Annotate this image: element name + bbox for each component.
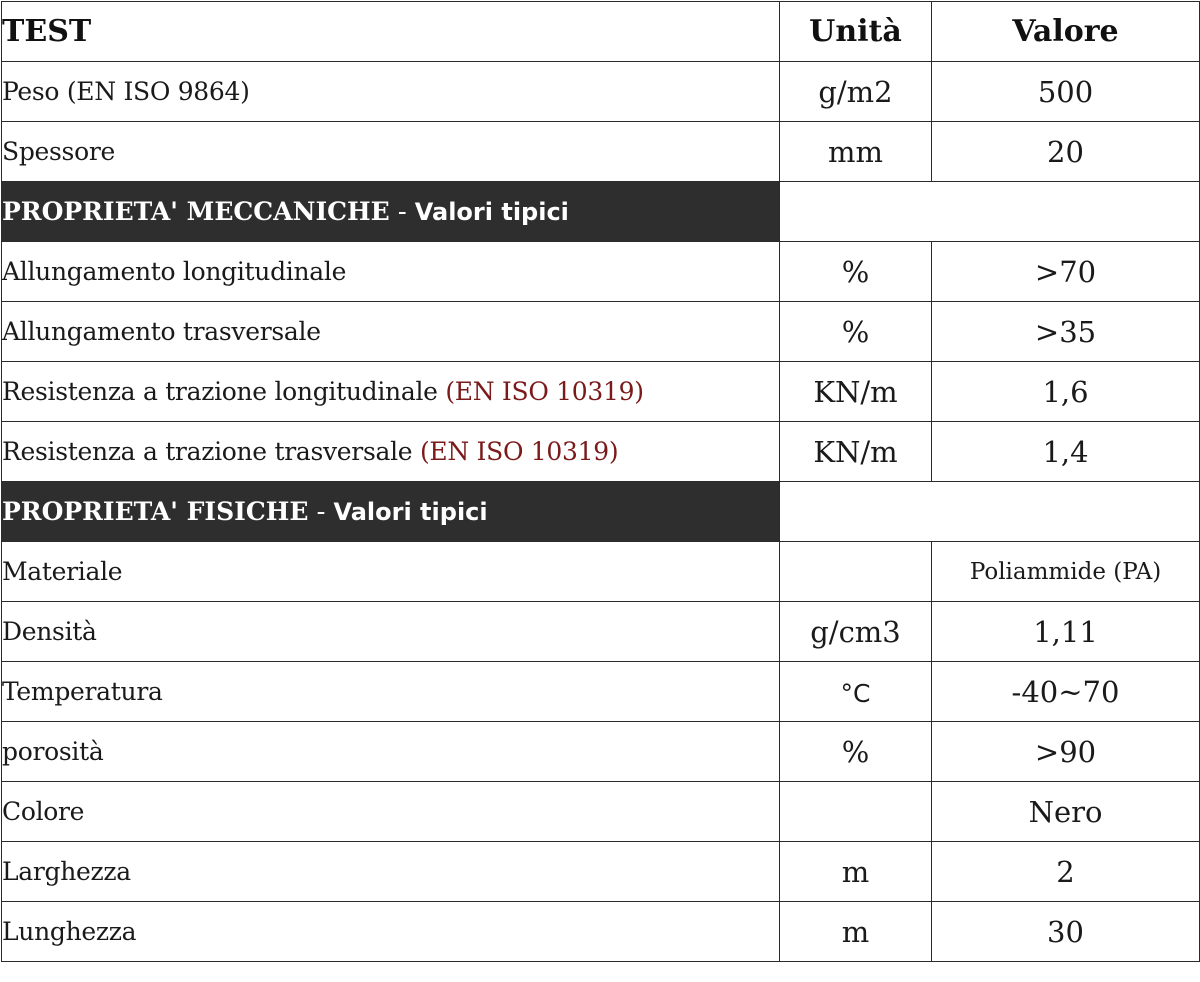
section-title: PROPRIETA' FISICHE xyxy=(2,497,309,526)
header-value: Valore xyxy=(932,2,1200,62)
row-value: >35 xyxy=(932,302,1200,362)
section-subtitle: Valori tipici xyxy=(333,498,488,526)
row-label: Resistenza a trazione longitudinale xyxy=(2,377,438,406)
section-separator: - xyxy=(397,197,407,226)
section-row-mechanical xyxy=(2,182,1200,242)
table-row xyxy=(2,62,1200,122)
table-row xyxy=(2,242,1200,302)
row-value: 500 xyxy=(932,62,1200,122)
table-row xyxy=(2,602,1200,662)
row-label: porosità xyxy=(2,722,780,782)
row-unit: m xyxy=(780,842,932,902)
row-unit: KN/m xyxy=(780,362,932,422)
row-value: >70 xyxy=(932,242,1200,302)
row-label: Densità xyxy=(2,602,780,662)
row-label: Temperatura xyxy=(2,662,780,722)
section-header-physical xyxy=(2,482,780,542)
row-value: 20 xyxy=(932,122,1200,182)
header-test: TEST xyxy=(2,2,780,62)
row-label-cell xyxy=(2,242,780,302)
row-label: Resistenza a trazione trasversale xyxy=(2,437,413,466)
table-row xyxy=(2,662,1200,722)
standard-reference: (EN ISO 10319) xyxy=(419,437,619,466)
row-value: >90 xyxy=(932,722,1200,782)
row-value: 1,11 xyxy=(932,602,1200,662)
table-row xyxy=(2,782,1200,842)
spec-table xyxy=(1,1,1200,962)
row-label-cell xyxy=(2,362,780,422)
row-label-cell xyxy=(2,422,780,482)
row-unit: g/m2 xyxy=(780,62,932,122)
row-value: 1,4 xyxy=(932,422,1200,482)
section-row-physical xyxy=(2,482,1200,542)
header-row xyxy=(2,2,1200,62)
table-row xyxy=(2,122,1200,182)
row-value: 30 xyxy=(932,902,1200,962)
table-row xyxy=(2,722,1200,782)
row-unit: % xyxy=(780,302,932,362)
row-unit: °C xyxy=(840,678,871,708)
row-unit xyxy=(780,542,932,602)
row-value: -40~70 xyxy=(932,662,1200,722)
row-label: Larghezza xyxy=(2,842,780,902)
table-row xyxy=(2,302,1200,362)
section-separator: - xyxy=(316,497,326,526)
table-row xyxy=(2,542,1200,602)
section-subtitle: Valori tipici xyxy=(414,198,569,226)
row-label: Spessore xyxy=(2,122,780,182)
row-unit xyxy=(780,782,932,842)
standard-reference: (EN ISO 10319) xyxy=(445,377,644,406)
table-row xyxy=(2,842,1200,902)
row-unit: % xyxy=(780,242,932,302)
row-label: Lunghezza xyxy=(2,902,780,962)
row-label: Allungamento trasversale xyxy=(2,317,321,346)
row-unit-cell xyxy=(780,662,932,722)
row-value: Nero xyxy=(932,782,1200,842)
section-blank-cell xyxy=(780,182,1200,242)
section-blank-cell xyxy=(780,482,1200,542)
row-label: Allungamento longitudinale xyxy=(2,257,347,286)
row-unit: m xyxy=(780,902,932,962)
row-unit: mm xyxy=(780,122,932,182)
section-title: PROPRIETA' MECCANICHE xyxy=(2,197,390,226)
row-label: Materiale xyxy=(2,542,780,602)
row-label-cell xyxy=(2,302,780,362)
section-header-mechanical xyxy=(2,182,780,242)
row-unit: KN/m xyxy=(780,422,932,482)
header-unit: Unità xyxy=(780,2,932,62)
row-value: Poliammide (PA) xyxy=(932,542,1200,602)
row-value: 1,6 xyxy=(932,362,1200,422)
row-label: Peso (EN ISO 9864) xyxy=(2,62,780,122)
table-row xyxy=(2,422,1200,482)
table-row xyxy=(2,362,1200,422)
table-row xyxy=(2,902,1200,962)
row-unit: % xyxy=(780,722,932,782)
row-unit: g/cm3 xyxy=(780,602,932,662)
row-label: Colore xyxy=(2,782,780,842)
row-value: 2 xyxy=(932,842,1200,902)
